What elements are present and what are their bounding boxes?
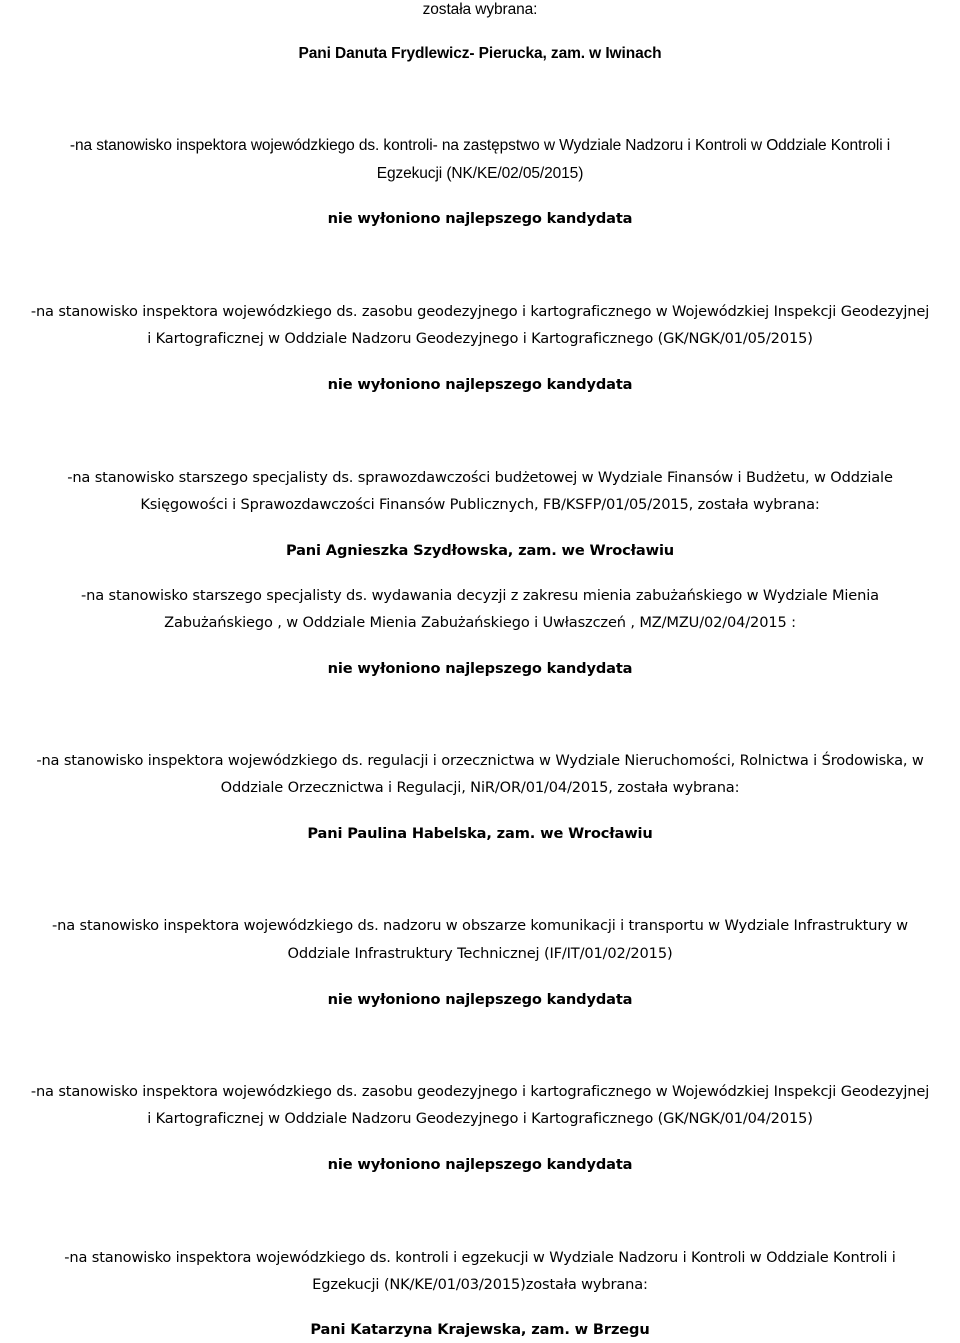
entry-2-result: nie wyłoniono najlepszego kandydata — [327, 376, 633, 393]
entry-3-result: Pani Agnieszka Szydłowska, zam. we Wrocławiu — [285, 542, 675, 559]
entry-6-line-0: -na stanowisko inspektora wojewódzkiego ds. nadzoru w obszarze komunikacji i transportu w Wydziale Infrastruktury w — [52, 917, 908, 934]
entry-6-line-1: Oddziale Infrastruktury Technicznej (IF/IT/01/02/2015) — [287, 945, 673, 962]
entry-7-result: nie wyłoniono najlepszego kandydata — [327, 1156, 633, 1173]
entry-1-line-1: Egzekucji (NK/KE/02/05/2015) — [376, 165, 584, 182]
entry-6-result: nie wyłoniono najlepszego kandydata — [327, 991, 633, 1008]
entry-5-line-0: -na stanowisko inspektora wojewódzkiego ds. regulacji i orzecznictwa w Wydziale Nieruchomości, Rolnictwa i Środowiska, w — [36, 752, 924, 769]
entry-5-line-1: Oddziale Orzecznictwa i Regulacji, NiR/OR/01/04/2015, została wybrana: — [220, 779, 740, 796]
entry-3-line-0: -na stanowisko starszego specjalisty ds. sprawozdawczości budżetowej w Wydziale Finansów i Budżetu, w Oddziale — [67, 469, 893, 486]
entry-4-result: nie wyłoniono najlepszego kandydata — [327, 660, 633, 677]
entry-3-line-1: Księgowości i Sprawozdawczości Finansów Publicznych, FB/KSFP/01/05/2015, została wybrana: — [140, 496, 820, 513]
entry-1-line-0: -na stanowisko inspektora wojewódzkiego ds. kontroli- na zastępstwo w Wydziale Nadzoru i Kontroli w Oddziale Kontroli i — [69, 137, 891, 154]
entry-1-result: nie wyłoniono najlepszego kandydata — [327, 210, 633, 227]
entry-8-result: Pani Katarzyna Krajewska, zam. w Brzegu — [310, 1321, 650, 1338]
entry-2-line-1: i Kartograficznej w Oddziale Nadzoru Geodezyjnego i Kartograficznego (GK/NGK/01/05/2015) — [147, 330, 813, 347]
entry-8-line-1: Egzekucji (NK/KE/01/03/2015)została wybrana: — [312, 1276, 648, 1293]
entry-7-line-0: -na stanowisko inspektora wojewódzkiego ds. zasobu geodezyjnego i kartograficznego w Wojewódzkiej Inspekcji Geodezyjnej — [30, 1083, 930, 1100]
entry-8-line-0: -na stanowisko inspektora wojewódzkiego ds. kontroli i egzekucji w Wydziale Nadzoru i Kontroli w Oddziale Kontroli i — [64, 1249, 896, 1266]
entry-4-line-0: -na stanowisko starszego specjalisty ds. wydawania decyzji z zakresu mienia zabużańskiego w Wydziale Mienia — [81, 587, 879, 604]
entry-7-line-1: i Kartograficznej w Oddziale Nadzoru Geodezyjnego i Kartograficznego (GK/NGK/01/04/2015) — [147, 1110, 813, 1127]
entry-2-line-0: -na stanowisko inspektora wojewódzkiego ds. zasobu geodezyjnego i kartograficznego w Wojewódzkiej Inspekcji Geodezyjnej — [30, 303, 930, 320]
entry-4-line-1: Zabużańskiego , w Oddziale Mienia Zabużańskiego i Uwłaszczeń , MZ/MZU/02/04/2015 : — [164, 614, 796, 631]
entry-0-line-0: została wybrana: — [422, 1, 538, 18]
entry-5-result: Pani Paulina Habelska, zam. we Wrocławiu — [307, 825, 653, 842]
entry-0-result: Pani Danuta Frydlewicz- Pierucka, zam. w Iwinach — [298, 45, 662, 62]
